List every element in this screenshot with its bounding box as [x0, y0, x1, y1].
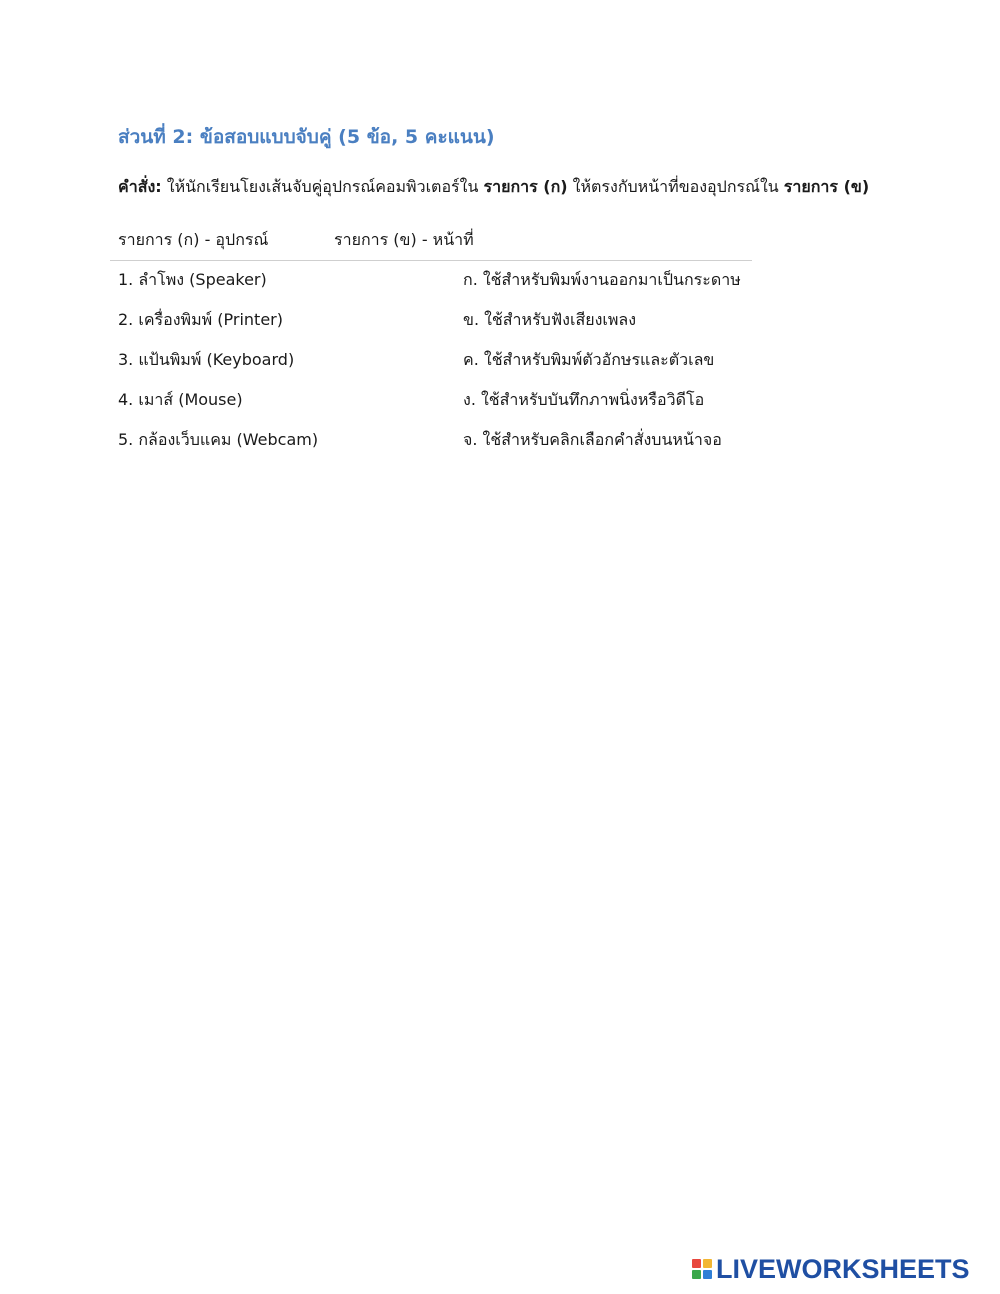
- device-item[interactable]: 3. แป้นพิมพ์ (Keyboard): [118, 350, 295, 369]
- instruction-text-1: ให้นักเรียนโยงเส้นจับคู่อุปกรณ์คอมพิวเตอร์ใน: [161, 177, 484, 196]
- header-list-b: รายการ (ข) - หน้าที่: [334, 230, 474, 249]
- logo-square: [692, 1270, 701, 1279]
- logo-square: [703, 1259, 712, 1268]
- function-item[interactable]: จ. ใช้สำหรับคลิกเลือกคำสั่งบนหน้าจอ: [463, 430, 722, 449]
- table-row: [118, 386, 758, 426]
- function-item[interactable]: ค. ใช้สำหรับพิมพ์ตัวอักษรและตัวเลข: [463, 350, 715, 369]
- liveworksheets-logo: [692, 1254, 970, 1284]
- function-item[interactable]: ข. ใช้สำหรับฟังเสียงเพลง: [463, 310, 637, 329]
- device-item[interactable]: 2. เครื่องพิมพ์ (Printer): [118, 310, 283, 329]
- function-item[interactable]: ง. ใช้สำหรับบันทึกภาพนิ่งหรือวิดีโอ: [463, 390, 705, 409]
- matching-table-header: [110, 226, 752, 261]
- table-row: [118, 346, 758, 386]
- logo-mark-icon: [692, 1259, 712, 1279]
- instruction-text-2: ให้ตรงกับหน้าที่ของอุปกรณ์ใน: [567, 177, 784, 196]
- instruction-list-b-ref: รายการ (ข): [783, 177, 870, 196]
- logo-square: [692, 1259, 701, 1268]
- device-item[interactable]: 1. ลำโพง (Speaker): [118, 270, 267, 289]
- table-row: [118, 306, 758, 346]
- instruction-label: คำสั่ง:: [118, 177, 162, 196]
- instruction: [118, 175, 869, 200]
- logo-text: LIVEWORKSHEETS: [716, 1253, 970, 1284]
- logo-square: [703, 1270, 712, 1279]
- function-item[interactable]: ก. ใช้สำหรับพิมพ์งานออกมาเป็นกระดาษ: [463, 270, 741, 289]
- table-row: [118, 426, 758, 466]
- instruction-list-a-ref: รายการ (ก): [483, 177, 568, 196]
- section-title: ส่วนที่ 2: ข้อสอบแบบจับคู่ (5 ข้อ, 5 คะแนน): [118, 126, 495, 148]
- device-item[interactable]: 4. เมาส์ (Mouse): [118, 390, 243, 409]
- header-list-a: รายการ (ก) - อุปกรณ์: [118, 230, 269, 249]
- table-row: [118, 266, 758, 306]
- matching-table: [118, 266, 758, 466]
- device-item[interactable]: 5. กล้องเว็บแคม (Webcam): [118, 430, 319, 449]
